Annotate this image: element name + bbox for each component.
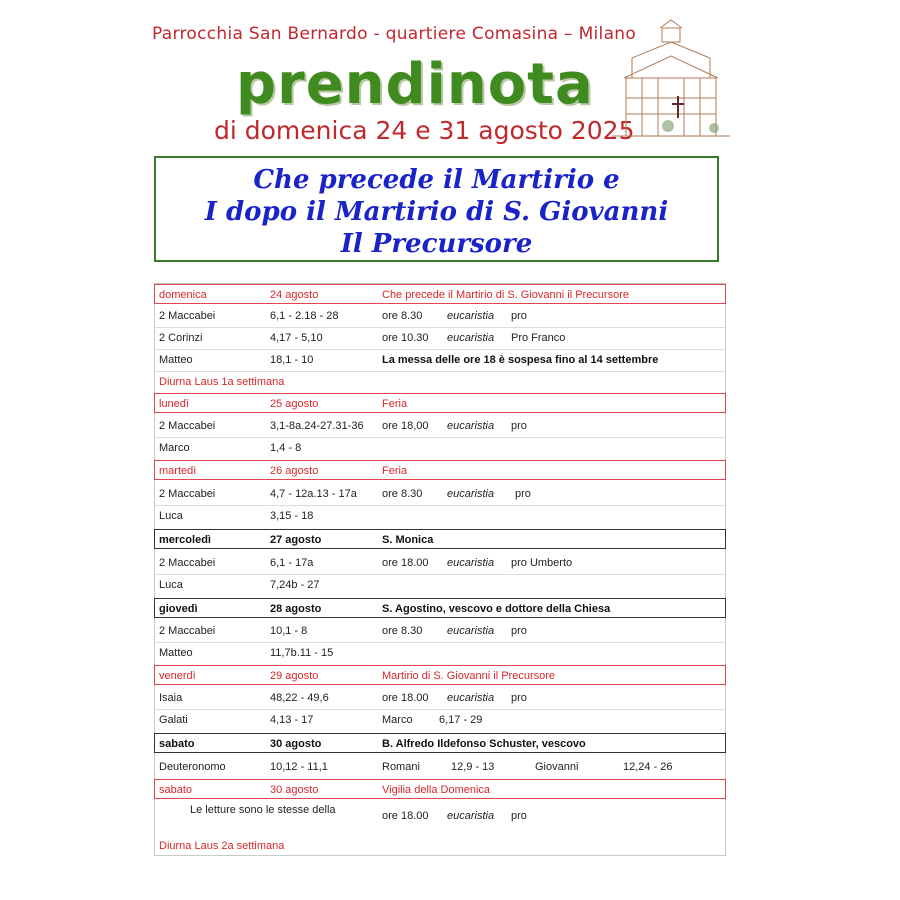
reference-2: 6,17 - 29 [439,714,483,726]
book: Matteo [159,354,193,366]
book: 2 Maccabei [159,420,216,432]
day-header-row [154,529,726,549]
mass-intention: pro [511,692,527,704]
day-header-row [154,598,726,618]
reference: 7,24b - 27 [270,579,320,591]
day-feast: S. Monica [382,534,434,546]
mass-type: eucaristia [447,625,495,637]
diurna-laus: Diurna Laus 2a settimana [159,840,285,852]
day-name: lunedì [159,398,189,410]
reading-row [155,621,725,641]
mass-type: eucaristia [447,488,495,500]
reading-row [155,506,725,526]
reading-row [155,757,725,777]
day-name: mercoledì [159,534,211,546]
book-3: Giovanni [535,761,579,773]
page-title: prendinota [236,52,594,117]
mass-type: eucaristia [447,310,495,322]
day-header-row [154,665,726,685]
mass-intention: pro [511,420,527,432]
reading-row [155,553,725,573]
reference: 18,1 - 10 [270,354,314,366]
book: 2 Corinzi [159,332,203,344]
day-name: sabato [159,738,195,750]
readings-note: Le letture sono le stesse della [190,804,336,816]
day-date: 29 agosto [270,670,319,682]
book-2: Romani [382,761,420,773]
day-feast: S. Agostino, vescovo e dottore della Chiesa [382,603,611,615]
book: Luca [159,510,183,522]
reference: 10,12 - 11,1 [270,761,328,773]
day-date: 24 agosto [270,289,319,301]
reference: 6,1 - 17a [270,557,314,569]
reference: 48,22 - 49,6 [270,692,329,704]
mass-type: eucaristia [447,692,495,704]
reference-2: 12,9 - 13 [451,761,495,773]
mass-intention: pro [511,310,527,322]
reference: 4,17 - 5,10 [270,332,323,344]
liturgy-banner [154,156,719,262]
laus-row [155,372,725,392]
day-date: 30 agosto [270,784,319,796]
book-2: Marco [382,714,413,726]
reference: 1,4 - 8 [270,442,302,454]
reading-row [155,643,725,663]
reading-row [155,328,725,348]
book: Marco [159,442,190,454]
day-date: 30 agosto [270,738,322,750]
reading-row [155,575,725,595]
notice: La messa delle ore 18 è sospesa fino al 14 settembre [382,354,659,366]
book: 2 Maccabei [159,625,216,637]
day-feast: B. Alfredo Ildefonso Schuster, vescovo [382,738,586,750]
day-feast: Feria [382,465,408,477]
day-name: sabato [159,784,193,796]
reading-row [155,306,725,326]
mass-type: eucaristia [447,332,495,344]
mass-time: ore 8.30 [382,488,423,500]
book: Luca [159,579,183,591]
reading-row [155,710,725,730]
reference: 11,7b.11 - 15 [270,647,334,659]
mass-time: ore 18,00 [382,420,429,432]
day-date: 27 agosto [270,534,322,546]
reference: 3,1-8a.24-27.31-36 [270,420,364,432]
day-name: venerdì [159,670,196,682]
day-date: 28 agosto [270,603,322,615]
mass-intention: pro [511,625,527,637]
day-feast: Che precede il Martirio di S. Giovanni il Precursore [382,289,629,301]
mass-time: ore 8.30 [382,310,423,322]
reading-row [155,350,725,370]
schedule-table [154,283,726,856]
mass-time: ore 8.30 [382,625,423,637]
church-illustration [612,18,730,146]
mass-type: eucaristia [447,420,495,432]
reference: 10,1 - 8 [270,625,308,637]
mass-intention: Pro Franco [511,332,566,344]
mass-intention: pro Umberto [511,557,573,569]
day-date: 26 agosto [270,465,319,477]
mass-time: ore 10.30 [382,332,429,344]
day-name: giovedì [159,603,198,615]
mass-type: eucaristia [447,810,495,822]
day-feast: Martirio di S. Giovanni il Precursore [382,670,556,682]
reference: 6,1 - 2.18 - 28 [270,310,339,322]
day-feast: Feria [382,398,408,410]
book: 2 Maccabei [159,310,216,322]
date-range: di domenica 24 e 31 agosto 2025 [214,116,635,145]
mass-intention: pro [515,488,531,500]
day-header-row [154,393,726,413]
reference: 3,15 - 18 [270,510,314,522]
banner-line: I dopo il Martirio di S. Giovanni [204,197,669,227]
reference-3: 12,24 - 26 [623,761,673,773]
day-header-row [154,284,726,304]
banner-line: Che precede il Martirio e [253,165,620,195]
reference: 4,7 - 12a.13 - 17a [270,488,357,500]
day-feast: Vigilia della Domenica [382,784,491,796]
day-header-row [154,733,726,753]
book: 2 Maccabei [159,557,216,569]
day-name: domenica [159,289,207,301]
mass-time: ore 18.00 [382,692,429,704]
book: Deuteronomo [159,761,226,773]
reading-row [155,438,725,458]
day-date: 25 agosto [270,398,319,410]
mass-row [155,804,725,824]
reading-row [155,416,725,436]
book: 2 Maccabei [159,488,216,500]
mass-time: ore 18.00 [382,810,429,822]
diurna-laus: Diurna Laus 1a settimana [159,376,285,388]
reading-row [155,484,725,504]
reference: 4,13 - 17 [270,714,314,726]
book: Galati [159,714,188,726]
laus-row [155,838,725,858]
book: Matteo [159,647,193,659]
mass-type: eucaristia [447,557,495,569]
reading-row [155,688,725,708]
day-name: martedì [159,465,197,477]
banner-line: Il Precursore [340,229,533,259]
mass-time: ore 18.00 [382,557,429,569]
mass-intention: pro [511,810,527,822]
book: Isaia [159,692,183,704]
parish-name: Parrocchia San Bernardo - quartiere Comasina – Milano [152,24,637,44]
day-header-row [154,779,726,799]
day-header-row [154,460,726,480]
